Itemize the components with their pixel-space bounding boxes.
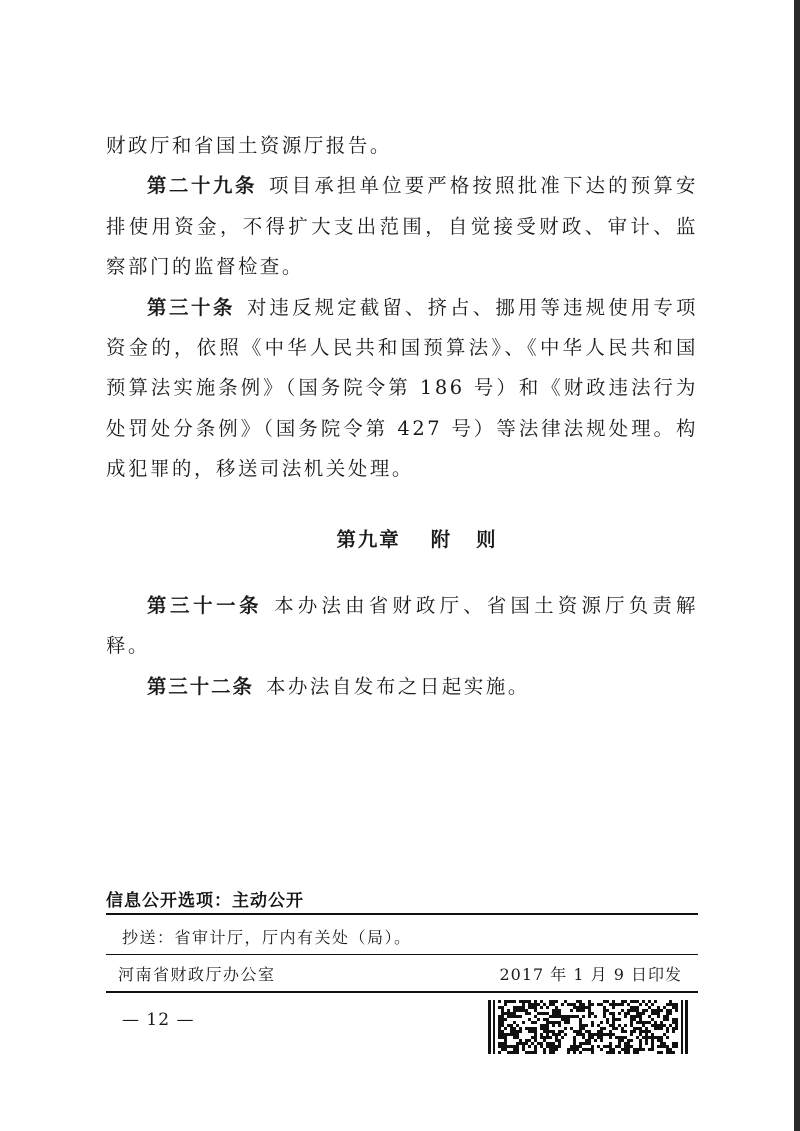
article-29 bbox=[106, 166, 698, 287]
footer-rule-middle bbox=[106, 954, 698, 955]
article-32 bbox=[106, 667, 698, 707]
chapter-heading bbox=[106, 520, 698, 560]
article-31-label: 第三十一条 bbox=[147, 594, 263, 618]
cc-line: 抄送：省审计厅，厅内有关处（局）。 bbox=[122, 928, 412, 947]
article-32-label: 第三十二条 bbox=[147, 674, 254, 698]
document-body bbox=[106, 126, 698, 707]
article-31 bbox=[106, 586, 698, 667]
article-29-text: 项目承担单位要严格按照批准下达的预算安排使用资金，不得扩大支出范围，自觉接受财政、审计、监察部门的监督检查。 bbox=[106, 174, 698, 279]
article-31-text: 本办法由省财政厅、省国土资源厅负责解释。 bbox=[106, 594, 698, 658]
chapter-number: 第九章 bbox=[336, 527, 401, 551]
page-number: — 12 — bbox=[122, 1010, 195, 1030]
chapter-title-part2: 则 bbox=[476, 527, 498, 551]
chapter-title-part1: 附 bbox=[430, 527, 453, 551]
footer-rule-bottom bbox=[106, 991, 698, 993]
continuation-paragraph: 财政厅和省国土资源厅报告。 bbox=[106, 134, 392, 157]
print-date: 2017 年 1 月 9 日印发 bbox=[499, 965, 682, 984]
article-30-text: 对违反规定截留、挤占、挪用等违规使用专项资金的，依照《中华人民共和国预算法》、《中华人民共和国预算法实施条例》（国务院令第 186 号）和《财政违法行为处罚处分条例》（国务院令第 427 号）等法律法规处理。构成犯罪的，移送司法机关处理。 bbox=[106, 295, 699, 481]
article-30 bbox=[106, 288, 698, 490]
article-29-label: 第二十九条 bbox=[147, 174, 258, 198]
barcode-image bbox=[488, 1000, 688, 1054]
disclosure-option: 信息公开选项：主动公开 bbox=[106, 891, 304, 911]
article-32-text: 本办法自发布之日起实施。 bbox=[265, 674, 530, 698]
article-30-label: 第三十条 bbox=[147, 295, 235, 319]
footer-rule-top bbox=[106, 913, 698, 915]
scan-edge bbox=[794, 0, 800, 1131]
issuing-office: 河南省财政厅办公室 bbox=[118, 965, 276, 984]
